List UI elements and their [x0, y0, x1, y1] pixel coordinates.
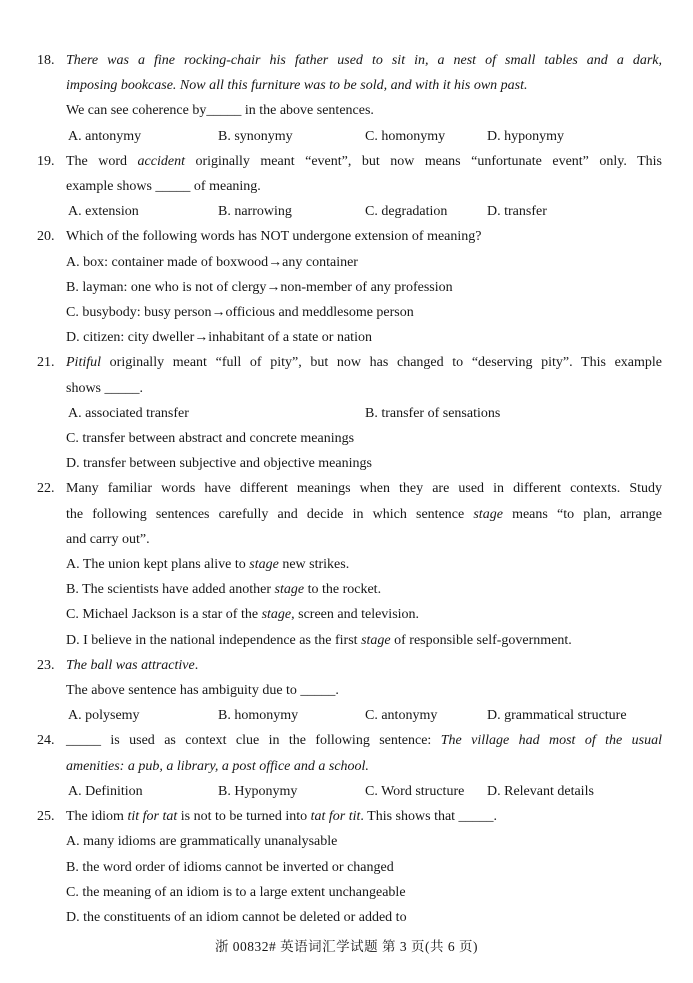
question-line — [37, 476, 662, 501]
text: . This shows that _____. — [360, 809, 498, 825]
text: B. The scientists have added another — [66, 582, 275, 598]
option-line-D — [66, 628, 662, 653]
text: D. transfer between subjective and objective meanings — [66, 456, 372, 472]
text: originally meant “full of pity”, but now has changed to “deserving pity”. This example — [101, 355, 662, 371]
question-number: 18. — [37, 53, 55, 68]
option-C: C. Word structure — [365, 783, 465, 799]
italic-text: There was a fine rocking-chair his father used to sit in, a nest of small tables and a dark, — [66, 53, 662, 68]
question-line — [37, 149, 663, 174]
question-line — [66, 98, 662, 123]
option-D: D. Relevant details — [487, 783, 594, 799]
option-line-A — [66, 552, 662, 577]
option-C: C. antonymy — [365, 708, 438, 724]
italic-text: The ball was attractive — [66, 657, 195, 673]
text: new strikes. — [278, 557, 350, 573]
option-line-C — [66, 300, 662, 325]
question-25 — [37, 804, 662, 930]
option-B: B. Hyponymy — [218, 783, 298, 799]
text: A. many idioms are grammatically unanalysable — [66, 834, 338, 850]
question-18 — [37, 48, 662, 149]
option-D: D. transfer — [487, 204, 547, 220]
option-A: A. polysemy — [68, 708, 140, 724]
italic-text: accident — [137, 153, 185, 169]
question-24 — [37, 728, 662, 804]
question-19 — [37, 149, 663, 225]
option-A: A. antonymy — [68, 128, 142, 144]
options-row — [66, 124, 662, 149]
question-list — [37, 48, 663, 930]
text: originally meant “event”, but now means “unfortunate event” only. This — [184, 153, 663, 169]
option-line-D — [66, 905, 662, 930]
italic-text: amenities: a pub, a library, a post office and a school. — [66, 758, 369, 774]
text: and carry out”. — [66, 531, 150, 547]
text: The above sentence has ambiguity due to _____. — [66, 683, 339, 699]
option-C: C. homonymy — [365, 128, 446, 144]
option-B: B. narrowing — [218, 204, 292, 220]
options-row — [66, 401, 662, 426]
question-number: 25. — [37, 809, 55, 825]
question-line — [37, 48, 662, 73]
text: Which of the following words has NOT undergone extension of meaning? — [66, 229, 482, 245]
options-row — [66, 703, 662, 728]
text: of responsible self-government. — [390, 632, 572, 648]
text: to the rocket. — [304, 582, 382, 598]
text: C. transfer between abstract and concrete meanings — [66, 431, 355, 447]
question-line — [66, 527, 662, 552]
text: is not to be turned into — [177, 809, 311, 825]
text: D. I believe in the national independence as the first — [66, 632, 362, 648]
italic-text: Pitiful — [66, 355, 101, 371]
text: _____ is used as context clue in the following sentence: — [66, 733, 441, 749]
italic-text: imposing bookcase. Now all this furniture was to be sold, and with it his own past. — [66, 78, 528, 94]
question-number: 24. — [37, 733, 55, 749]
italic-text: stage — [274, 582, 305, 598]
question-23 — [37, 653, 662, 729]
options-row — [66, 199, 662, 224]
italic-text: stage — [473, 506, 503, 522]
text: A. The union kept plans alive to — [66, 557, 250, 573]
question-line — [66, 73, 662, 98]
text: the following sentences carefully and decide in which sentence — [66, 506, 474, 522]
question-line — [37, 728, 662, 753]
question-number: 20. — [37, 229, 55, 245]
question-line — [66, 174, 662, 199]
question-line — [37, 224, 662, 249]
option-line-C — [66, 426, 662, 451]
text: B. the word order of idioms cannot be inverted or changed — [66, 859, 394, 875]
question-number: 23. — [37, 657, 55, 673]
italic-text: tit for tat — [127, 809, 178, 825]
text: The idiom — [66, 809, 128, 825]
italic-text: stage — [361, 632, 391, 648]
question-number: 22. — [37, 481, 55, 497]
text: The word — [66, 153, 138, 169]
question-line — [66, 678, 662, 703]
text: . — [194, 657, 199, 673]
option-A: A. Definition — [68, 783, 143, 799]
option-line-B — [66, 275, 662, 300]
option-A: A. associated transfer — [68, 405, 189, 421]
question-number: 19. — [37, 153, 55, 169]
text: A. box: container made of boxwood→any container — [66, 254, 358, 270]
question-line — [66, 376, 662, 401]
option-C: C. degradation — [365, 204, 448, 220]
text: Many familiar words have different meanings when they are used in different contexts. Study — [66, 481, 662, 497]
question-number: 21. — [37, 355, 55, 371]
text: D. citizen: city dweller→inhabitant of a state or nation — [66, 330, 372, 346]
question-21 — [37, 350, 662, 476]
text: B. layman: one who is not of clergy→non-member of any profession — [66, 279, 453, 295]
question-20 — [37, 224, 662, 350]
option-A: A. extension — [68, 204, 139, 220]
option-B: B. homonymy — [218, 708, 299, 724]
text: means “to plan, arrange — [502, 506, 662, 522]
text: , screen and television. — [291, 607, 420, 623]
option-line-A — [66, 250, 662, 275]
italic-text: The village had most of the usual — [440, 733, 662, 749]
question-line — [37, 804, 662, 829]
text: C. busybody: busy person→officious and meddlesome person — [66, 305, 414, 321]
italic-text: stage — [261, 607, 292, 623]
question-line — [37, 653, 662, 678]
text: shows _____. — [66, 380, 144, 396]
italic-text: tat for tit — [310, 809, 361, 825]
option-B: B. transfer of sensations — [365, 405, 501, 421]
option-line-D — [66, 325, 662, 350]
options-row — [66, 779, 662, 804]
option-line-C — [66, 880, 662, 905]
text: We can see coherence by_____ in the above sentences. — [66, 103, 374, 119]
question-line — [66, 502, 662, 527]
text: C. the meaning of an idiom is to a large extent unchangeable — [66, 884, 406, 900]
option-line-D — [66, 451, 662, 476]
option-line-C — [66, 602, 662, 627]
option-B: B. synonymy — [218, 128, 293, 144]
text: D. the constituents of an idiom cannot be deleted or added to — [66, 909, 407, 925]
question-22 — [37, 476, 662, 652]
text: example shows _____ of meaning. — [66, 179, 261, 195]
question-line — [66, 754, 662, 779]
italic-text: stage — [249, 557, 279, 573]
option-D: D. hyponymy — [487, 128, 564, 144]
page-footer: 浙 00832# 英语词汇学试题 第 3 页(共 6 页) — [214, 939, 479, 954]
option-D: D. grammatical structure — [487, 708, 627, 724]
option-line-B — [66, 855, 662, 880]
option-line-B — [66, 577, 662, 602]
question-line — [37, 350, 662, 375]
text: C. Michael Jackson is a star of the — [66, 607, 262, 623]
option-line-A — [66, 829, 662, 854]
